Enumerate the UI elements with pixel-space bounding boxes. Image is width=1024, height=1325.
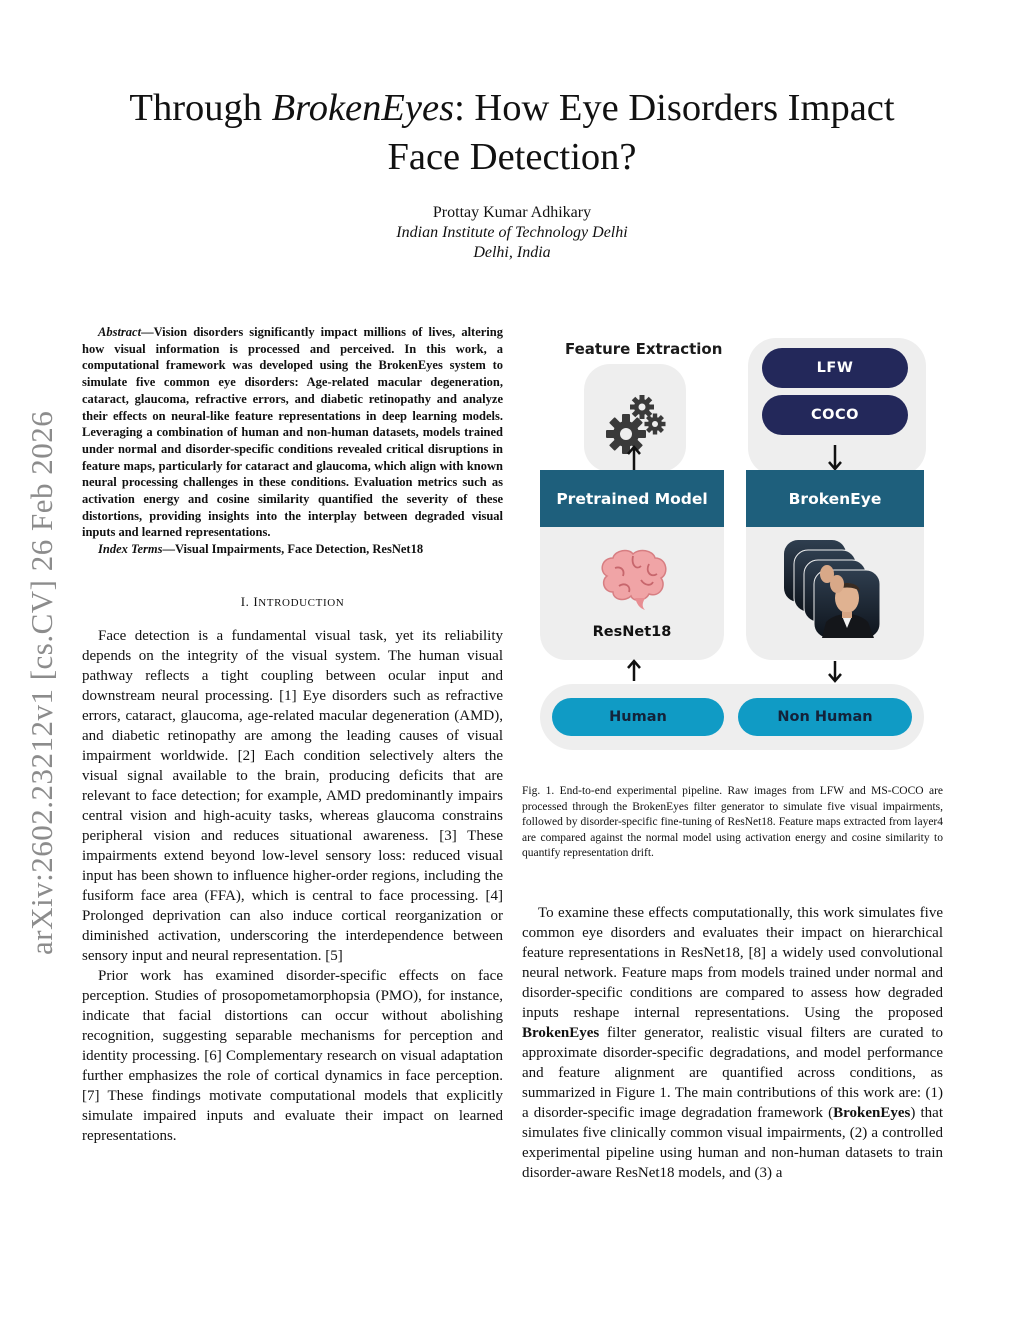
abstract (82, 324, 503, 541)
section-title-rest: NTRODUCTION (258, 596, 345, 609)
author-name: Prottay Kumar Adhikary (432, 204, 592, 221)
title-italic: BrokenEyes (271, 87, 455, 129)
index-terms-text: Visual Impairments, Face Detection, ResNet18 (174, 542, 424, 557)
arrow-down-to-brokeneye (827, 444, 843, 472)
resnet18-label: ResNet18 (592, 624, 672, 640)
paper-title (60, 84, 964, 182)
arrow-up-to-features (626, 444, 642, 472)
abstract-text: Vision disorders significantly impact millions of lives, altering how visual information is processed and perceived. In this work, a computational framework was developed using the BrokenEyes system to simulate five common eye disorders: Age-related macular degeneration, cataract, glaucoma, refractive errors, and diabetic retinopathy and analyze their effects on neural-like feature representations in deep learning models. Leveraging a combination of human and non-human datasets, models trained under normal and disorder-specific conditions revealed critical disruptions in feature maps, particularly for cataract and glaucoma, which align with known neural processing challenges in these conditions. Evaluation metrics such as activation energy and cosine similarity quantified the severity of these distortions, providing insights into the interplay between degraded visual inputs and learned representations. (82, 325, 503, 540)
arrow-down-to-nonhuman (827, 660, 843, 684)
dataset-lfw: LFW (762, 348, 908, 388)
right-bold-1: BrokenEyes (522, 1025, 600, 1041)
dataset-coco: COCO (762, 395, 908, 435)
author-block (312, 203, 712, 263)
author-institution: Indian Institute of Technology Delhi (396, 224, 628, 241)
brokeneye-title: BrokenEye (746, 470, 924, 527)
human-pill: Human (552, 698, 724, 736)
figure-pipeline (522, 330, 943, 750)
face-image-stack (782, 538, 892, 652)
right-text-1: To examine these effects computationally, this work simulates five common eye disorders and evaluates their impact on hierarchical feature representations in ResNet18, [8] a widely used convolutional neural network. Feature maps from models trained under normal and disorder-specific conditions are compared to assess how degraded inputs reshape internal representations. Using the proposed (522, 905, 943, 1021)
title-suffix: : How Eye Disorders Impact (454, 87, 895, 129)
left-column (82, 324, 503, 1146)
index-terms-label: Index Terms (98, 542, 163, 557)
pretrained-model-title: Pretrained Model (540, 470, 724, 527)
arrow-up-from-human (626, 658, 642, 682)
section-numeral: I. I (240, 593, 259, 609)
intro-paragraph-2: Prior work has examined disorder-specific effects on face perception. Studies of prosopometamorphopsia (PMO), for instance, indicate that facial distortions can occur without abolishing recognition, suggesting separable mechanisms for perception and identity processing. [6] Complementary research on visual adaptation further emphasizes the role of cortical dynamics in face perception. [7] These findings motivate computational models that explicitly simulate impaired inputs and evaluate their impact on learned representations. (82, 967, 503, 1144)
pretrained-model-panel (540, 470, 724, 660)
non-human-pill: Non Human (738, 698, 912, 736)
dataset-type-bar (540, 684, 924, 750)
right-column-body (522, 903, 943, 1183)
section-heading-introduction (82, 594, 503, 610)
right-text-2: filter generator, realistic visual filters are curated to approximate disorder-specific degradations, and model performance and feature alignment are quantified across conditions, as summarized in Figure 1. The main contributions of this work are: (1) a disorder-specific image degradation framework ( (522, 1025, 943, 1121)
title-line2: Face Detection? (387, 136, 637, 178)
feature-extraction-label: Feature Extraction (565, 340, 723, 358)
brokeneye-panel (746, 470, 924, 660)
brain-icon (595, 546, 671, 614)
arxiv-identifier: arXiv:2602.23212v1 [cs.CV] 26 Feb 2026 (24, 410, 59, 955)
abstract-dash: — (141, 325, 154, 339)
index-terms-dash: — (162, 542, 175, 557)
index-terms (82, 541, 503, 558)
intro-paragraph-1: Face detection is a fundamental visual task, yet its reliability depends on the integrity of the visual system. The human visual pathway reflects a tight coupling between ocular input and downstream neural processing. [1] Eye disorders such as refractive errors, cataract, glaucoma, age-related macular degeneration (AMD), and diabetic retinopathy are among the leading causes of visual impairment worldwide. [2] Each condition selectively alters the visual signal available to the brain, producing deficits that are relevant to face detection; for example, AMD predominantly impairs central vision and high-acuity tasks, whereas glaucoma constrains peripheral vision and reduces situational awareness. [3] These impairments extend beyond low-level sensory loss: reduced visual input has been shown to influence higher-order regions, including the fusiform face area (FFA), which is central to face processing. [4] Prolonged deprivation can also induce cortical reorganization or diminished activation, underscoring the interdependence between sensory input and neural representation. [5] (82, 627, 503, 964)
right-text-3: ) that simulates five clinically common visual impairments, (2) a controlled experimental pipeline using human and non-human datasets to train disorder-aware ResNet18 models, and (3) a (522, 1105, 943, 1181)
title-prefix: Through (129, 87, 272, 129)
right-paragraph (522, 903, 943, 1183)
figure-caption: Fig. 1. End-to-end experimental pipeline. Raw images from LFW and MS-COCO are processed through the BrokenEyes filter generator to simulate five visual impairments, followed by disorder-specific fine-tuning of ResNet18. Feature maps extracted from layer4 are compared against the normal model using activation energy and cosine similarity to quantify representation drift. (522, 785, 943, 860)
author-location: Delhi, India (473, 244, 551, 261)
right-bold-2: BrokenEyes (833, 1105, 911, 1121)
abstract-label: Abstract (98, 325, 142, 339)
